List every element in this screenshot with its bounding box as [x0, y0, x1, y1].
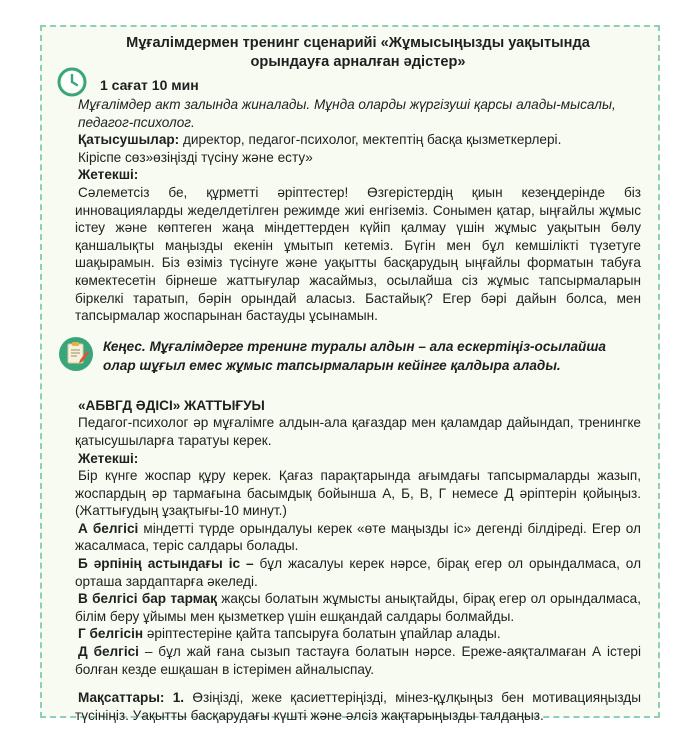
item-v-label: В белгісі бар тармақ — [78, 591, 217, 607]
leader-speech: Сәлеметсіз бе, құрметті әріптестер! Өзгерістердің қиын кезеңдерінде біз инновацияларды жеделдетілген режимде жиі енгіземіз. Сонымен қатар, ыңғайлы жұмыс істеу және көптеген жаңа міндеттерден күйіп қалмау үшін жұмыс уақытын бөлу қаншалықты маңызды екенін ұмытып кетеміз. Бүгін мен бұл кемшілікті түзетуге шақырамын. Біз өзіміз түсінуге және уақытты басқарудың ыңғайлы форматын табуға көмектесетін бірнеше жаттығулар жасаймыз, осылайша сіз жұмыс тапсырмаларын біркелкі таратып, бәрін орындай аласыз. Бастайық? Егер бәрі дайын болса, мен тапсырмалар жоспарынан бастауды ұсынамын. — [75, 184, 641, 324]
note-icon — [58, 336, 94, 372]
item-b-label: Б әрпінің астындағы іс – — [78, 556, 254, 572]
participants-label: Қатысушылар: — [78, 132, 180, 148]
list-item — [75, 625, 641, 643]
exercise-leader-label: Жетекші: — [78, 450, 139, 466]
goals — [75, 689, 641, 724]
document-body — [75, 34, 641, 724]
tip-box — [75, 337, 641, 377]
list-item — [75, 520, 641, 555]
item-b-text: бұл жасалуы керек нәрсе, бірақ егер ол орындалмаса, ол орташа зардаптарға әкеледі. — [75, 556, 641, 589]
page-title: Мұғалімдермен тренинг сценарийі «Жұмысыңызды уақытында орындауға арналған әдістер» — [126, 35, 590, 70]
exercise-prep: Педагог-психолог әр мұғалімге алдын-ала қағаздар мен қаламдар дайындап, тренингке қатысушыларға таратуы керек. — [75, 415, 641, 448]
item-d-text: – бұл жай ғана сызып тастауға болатын нәрсе. Ереже-аяқталмаған А істері болған кезде ешқашан в істерімен айналыспау. — [75, 644, 641, 677]
goals-label: Мақсаттары: 1. — [78, 690, 185, 706]
tip-text: Кеңес. Мұғалімдерге тренинг туралы алдын – ала ескертіңіз-осылайша олар шұғыл емес жұмыс тапсырмаларын кейінге қалдыра алады. — [103, 338, 606, 373]
item-v-text: жақсы болатын жұмысты анықтайды, бірақ егер ол орындалмаса, білім беру ұйымы мен қызметкер үшін ешқандай салдары болмайды. — [75, 591, 642, 624]
participants-text: директор, педагог-психолог, мектептің басқа қызметкерлері. — [179, 132, 562, 148]
item-g-text: әріптестеріне қайта тапсыруға болатын ұпайлар алады. — [143, 626, 501, 642]
clock-icon — [56, 66, 88, 98]
duration-row — [75, 74, 641, 96]
item-d-label: Д белгісі — [78, 644, 139, 660]
duration: 1 сағат 10 мин — [100, 77, 199, 93]
list-item — [75, 590, 641, 625]
item-a-text: міндетті түрде орындалуы керек «өте маңызды іс» дегенді білдіреді. Егер ол жасалмаса, теріс салдары болады. — [75, 520, 641, 554]
spacer — [75, 678, 641, 689]
list-item — [75, 555, 641, 590]
item-a-label: А белгісі — [78, 520, 139, 536]
intro-line: Кіріспе сөз»өзіңізді түсіну және есту» — [78, 149, 313, 165]
participants — [75, 131, 641, 149]
intro-italic: Мұғалімдер акт залында жиналады. Мұнда оларды жүргізуші қарсы алады-мысалы, педагог-психолог. — [78, 97, 616, 130]
list-item — [75, 643, 641, 678]
exercise-title: «АБВГД ӘДІСІ» ЖАТТЫҒУЫ — [78, 397, 265, 413]
exercise-instructions: Бір күнге жоспар құру керек. Қағаз парақтарында ағымдағы тапсырмаларды жазып, жоспардың әр тармағына басымдық бойынша А, Б, В, Г немесе Д әріптерін қойыңыз. (Жаттығудың ұзақтығы-10 минут.) — [75, 468, 641, 519]
goals-text: Өзіңізді, жеке қасиеттеріңізді, мінез-құлқыңыз бен мотивацияңызды түсініңіз. Уақытты басқарудағы күшті және әлсіз жақтарыңызды талдаңыз. — [75, 690, 641, 723]
leader-label: Жетекші: — [78, 167, 139, 183]
item-g-label: Г белгісін — [78, 626, 144, 642]
